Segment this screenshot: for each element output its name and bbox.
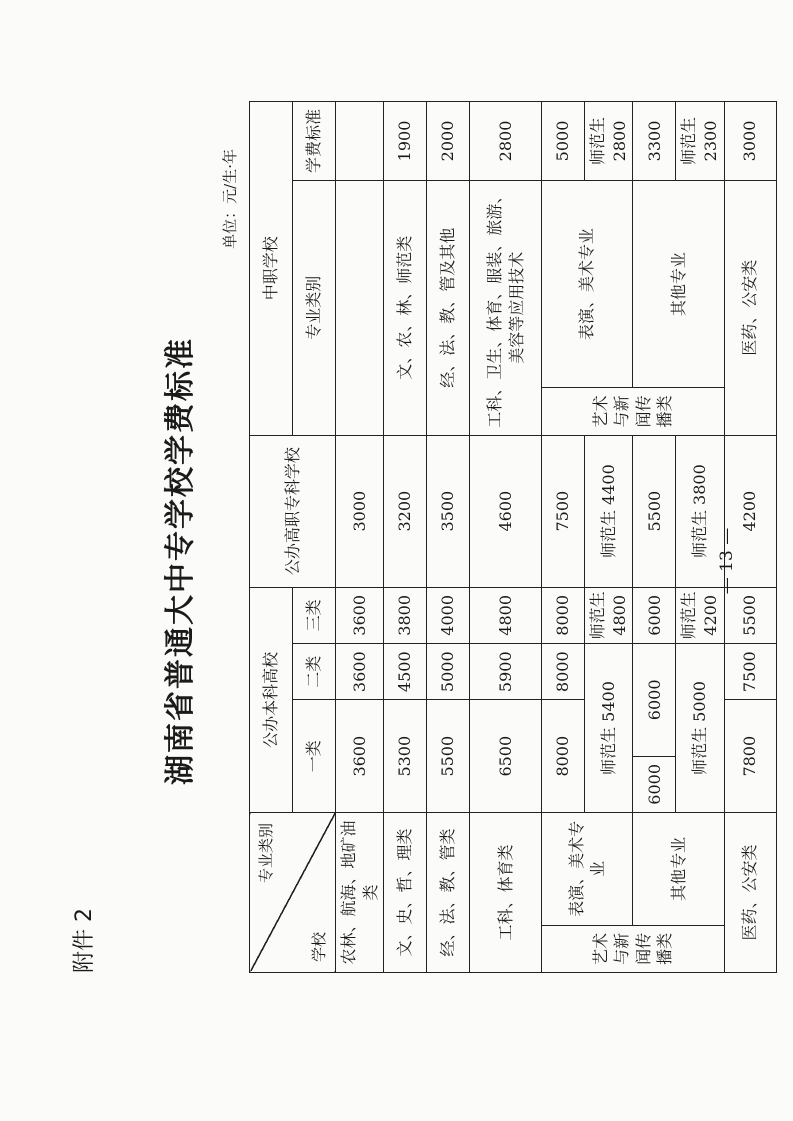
normal-value: 师范生 3800 [675,435,723,587]
voc-fee: 5000 [541,101,584,180]
college-value: 4200 [724,435,776,587]
normal-value: 师范生 5000 [675,643,723,812]
tier1-value: 8000 [541,699,584,812]
voc-arts-group-label: 艺术与新闻传播类 [541,387,723,434]
row-label: 表演、美术专业 [541,812,632,925]
table-row [541,101,584,972]
tier2-value: 3600 [335,643,383,699]
rotated-page [37,41,757,1081]
vocational-header: 中职学校 [249,101,292,435]
tier2-value: 5900 [469,643,541,699]
voc-label: 文、农、林、师范类 [383,180,426,435]
college-header: 公办高职专科学校 [249,435,335,587]
tier2-value: 7500 [724,643,776,699]
voc-major-header: 专业类别 [292,180,335,435]
normal-value: 师范生 4800 [584,587,632,643]
row-label: 文、史、哲、理类 [383,812,426,972]
college-value: 3200 [383,435,426,587]
voc-fee: 1900 [383,101,426,180]
arts-group-label: 艺术与新闻传播类 [541,925,723,972]
tier1-value: 7800 [724,699,776,812]
college-value: 3500 [426,435,469,587]
normal-value: 师范生 4400 [584,435,632,587]
undergrad-header: 公办本科高校 [249,587,292,812]
tier2-value: 6000 [632,643,675,756]
voc-normal: 师范生 2800 [584,101,632,180]
voc-empty [335,101,383,180]
tier2-value: 4500 [383,643,426,699]
table-row [383,101,426,972]
tier2-value: 5000 [426,643,469,699]
voc-label: 医药、公安类 [724,180,776,435]
tier3-value: 8000 [541,587,584,643]
college-value: 7500 [541,435,584,587]
voc-label: 经、法、教、管及其他 [426,180,469,435]
document-title: 湖南省普通大中专学校学费标准 [162,336,198,785]
diagonal-header-cell [249,812,335,972]
tier3-value: 3600 [335,587,383,643]
college-value: 5500 [632,435,675,587]
diag-bottom-label: 学校 [309,931,328,962]
tier1-value: 5300 [383,699,426,812]
tier1-value: 6000 [632,756,675,812]
tier3-value: 6000 [632,587,675,643]
tier3-value: 4000 [426,587,469,643]
table-row [426,101,469,972]
normal-value: 师范生 5400 [584,643,632,812]
voc-empty [335,180,383,435]
tier3-value: 5500 [724,587,776,643]
tier3-value: 4800 [469,587,541,643]
voc-label: 其他专业 [632,180,723,387]
voc-normal: 师范生 2300 [675,101,723,180]
tier1-value: 6500 [469,699,541,812]
table-row [335,101,383,972]
tier1-value: 5500 [426,699,469,812]
attachment-label: 附件 2 [71,907,97,973]
tier3-header: 三类 [292,587,335,643]
row-label: 工科、体育类 [469,812,541,972]
voc-fee: 2000 [426,101,469,180]
voc-fee: 3300 [632,101,675,180]
header-row-1 [249,101,292,972]
voc-fee: 2800 [469,101,541,180]
voc-label: 工科、卫生、体育、服装、旅游、美容等应用技术 [469,180,541,435]
tier2-header: 二类 [292,643,335,699]
diag-top-label: 专业类别 [256,822,275,883]
voc-label: 表演、美术专业 [541,180,632,387]
tier1-header: 一类 [292,699,335,812]
voc-fee-header: 学费标准 [292,101,335,180]
fee-table [249,101,777,973]
college-value: 4600 [469,435,541,587]
row-label: 经、法、教、管类 [426,812,469,972]
normal-value: 师范生 4200 [675,587,723,643]
row-label: 农林、航海、地矿油类 [335,812,383,972]
table-row [632,101,675,972]
unit-label: 单位：元/生·年 [220,148,239,249]
row-label: 其他专业 [632,812,723,925]
voc-fee: 3000 [724,101,776,180]
tier3-value: 3800 [383,587,426,643]
tier1-value: 3600 [335,699,383,812]
college-value: 3000 [335,435,383,587]
row-label: 医药、公安类 [724,812,776,972]
tier2-value: 8000 [541,643,584,699]
page-number: — 13 — [716,527,737,594]
table-row [469,101,541,972]
